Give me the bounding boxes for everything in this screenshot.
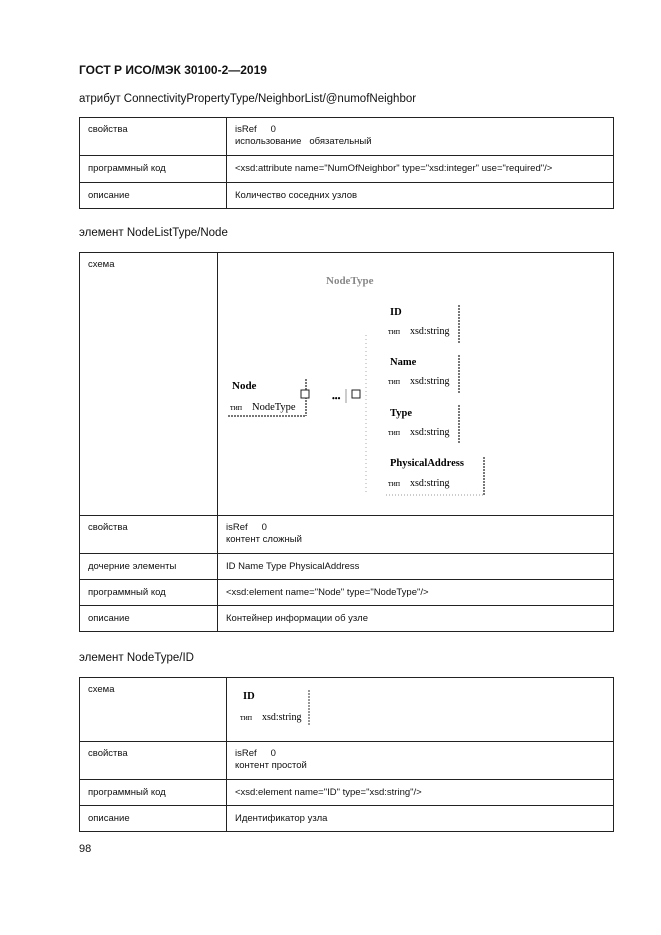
section2-caption: элемент NodeListType/Node <box>79 227 228 239</box>
sequence-connector <box>352 390 360 398</box>
isref-key: isRef <box>235 124 257 135</box>
child-name-name: Name <box>390 357 417 368</box>
section2-table <box>79 252 614 632</box>
code-label: программный код <box>80 156 227 183</box>
use-value: обязательный <box>309 136 372 147</box>
child-type-name: xsd:string <box>410 376 450 387</box>
properties-label: свойства <box>80 118 227 156</box>
schema-label: схема <box>80 678 227 742</box>
page-number: 98 <box>79 843 92 855</box>
child-type-id: xsd:string <box>410 326 450 337</box>
node-type: NodeType <box>252 402 296 413</box>
children-label: дочерние элементы <box>80 554 218 580</box>
child-type-prefix-id: тип <box>388 327 401 336</box>
node-type-prefix: тип <box>230 403 243 412</box>
element-type: xsd:string <box>262 712 302 723</box>
properties-value <box>227 742 614 780</box>
group-title: NodeType <box>326 275 374 287</box>
section1-caption: атрибут ConnectivityPropertyType/NeighborList/@numofNeighbor <box>79 93 417 105</box>
children-value: ID Name Type PhysicalAddress <box>218 554 614 580</box>
child-type-physicaladdress: xsd:string <box>410 478 450 489</box>
description-value: Количество соседних узлов <box>227 183 614 209</box>
properties-label: свойства <box>80 742 227 780</box>
description-label: описание <box>80 806 227 832</box>
properties-value <box>218 516 614 554</box>
code-label: программный код <box>80 780 227 806</box>
content-key: контент <box>226 534 260 545</box>
child-name-type: Type <box>390 408 412 419</box>
description-value: Идентификатор узла <box>227 806 614 832</box>
code-label: программный код <box>80 580 218 606</box>
node-connector <box>301 390 309 398</box>
sequence-symbol: ••• <box>332 394 341 403</box>
section1-table <box>79 117 614 209</box>
content-key: контент <box>235 760 269 771</box>
schema-diagram-cell <box>227 678 614 742</box>
isref-key: isRef <box>226 522 248 533</box>
isref-value: 0 <box>270 748 276 759</box>
child-type-prefix-physicaladdress: тип <box>388 479 401 488</box>
content-value: сложный <box>262 534 302 545</box>
child-type-prefix-name: тип <box>388 377 401 386</box>
element-type-prefix: тип <box>240 713 253 722</box>
isref-value: 0 <box>261 522 267 533</box>
isref-key: isRef <box>235 748 257 759</box>
section3-caption: элемент NodeType/ID <box>79 652 194 664</box>
node-name: Node <box>232 380 257 392</box>
schema-diagram <box>218 253 613 515</box>
schema-label: схема <box>80 253 218 516</box>
element-name: ID <box>243 691 255 702</box>
properties-value <box>227 118 614 156</box>
description-label: описание <box>80 183 227 209</box>
description-value: Контейнер информации об узле <box>218 606 614 632</box>
description-label: описание <box>80 606 218 632</box>
child-type-type: xsd:string <box>410 427 450 438</box>
use-key: использование <box>235 136 302 147</box>
child-type-prefix-type: тип <box>388 428 401 437</box>
document-header: ГОСТ Р ИСО/МЭК 30100-2—2019 <box>79 63 267 77</box>
schema-diagram <box>227 678 347 740</box>
child-name-id: ID <box>390 307 402 318</box>
section3-table <box>79 677 614 832</box>
code-value: <xsd:element name="ID" type="xsd:string"/> <box>227 780 614 806</box>
schema-diagram-cell <box>218 253 614 516</box>
code-value: <xsd:attribute name="NumOfNeighbor" type="xsd:integer" use="required"/> <box>227 156 614 183</box>
child-name-physicaladdress: PhysicalAddress <box>390 458 464 469</box>
code-value: <xsd:element name="Node" type="NodeType"/> <box>218 580 614 606</box>
properties-label: свойства <box>80 516 218 554</box>
isref-value: 0 <box>270 124 276 135</box>
content-value: простой <box>271 760 307 771</box>
